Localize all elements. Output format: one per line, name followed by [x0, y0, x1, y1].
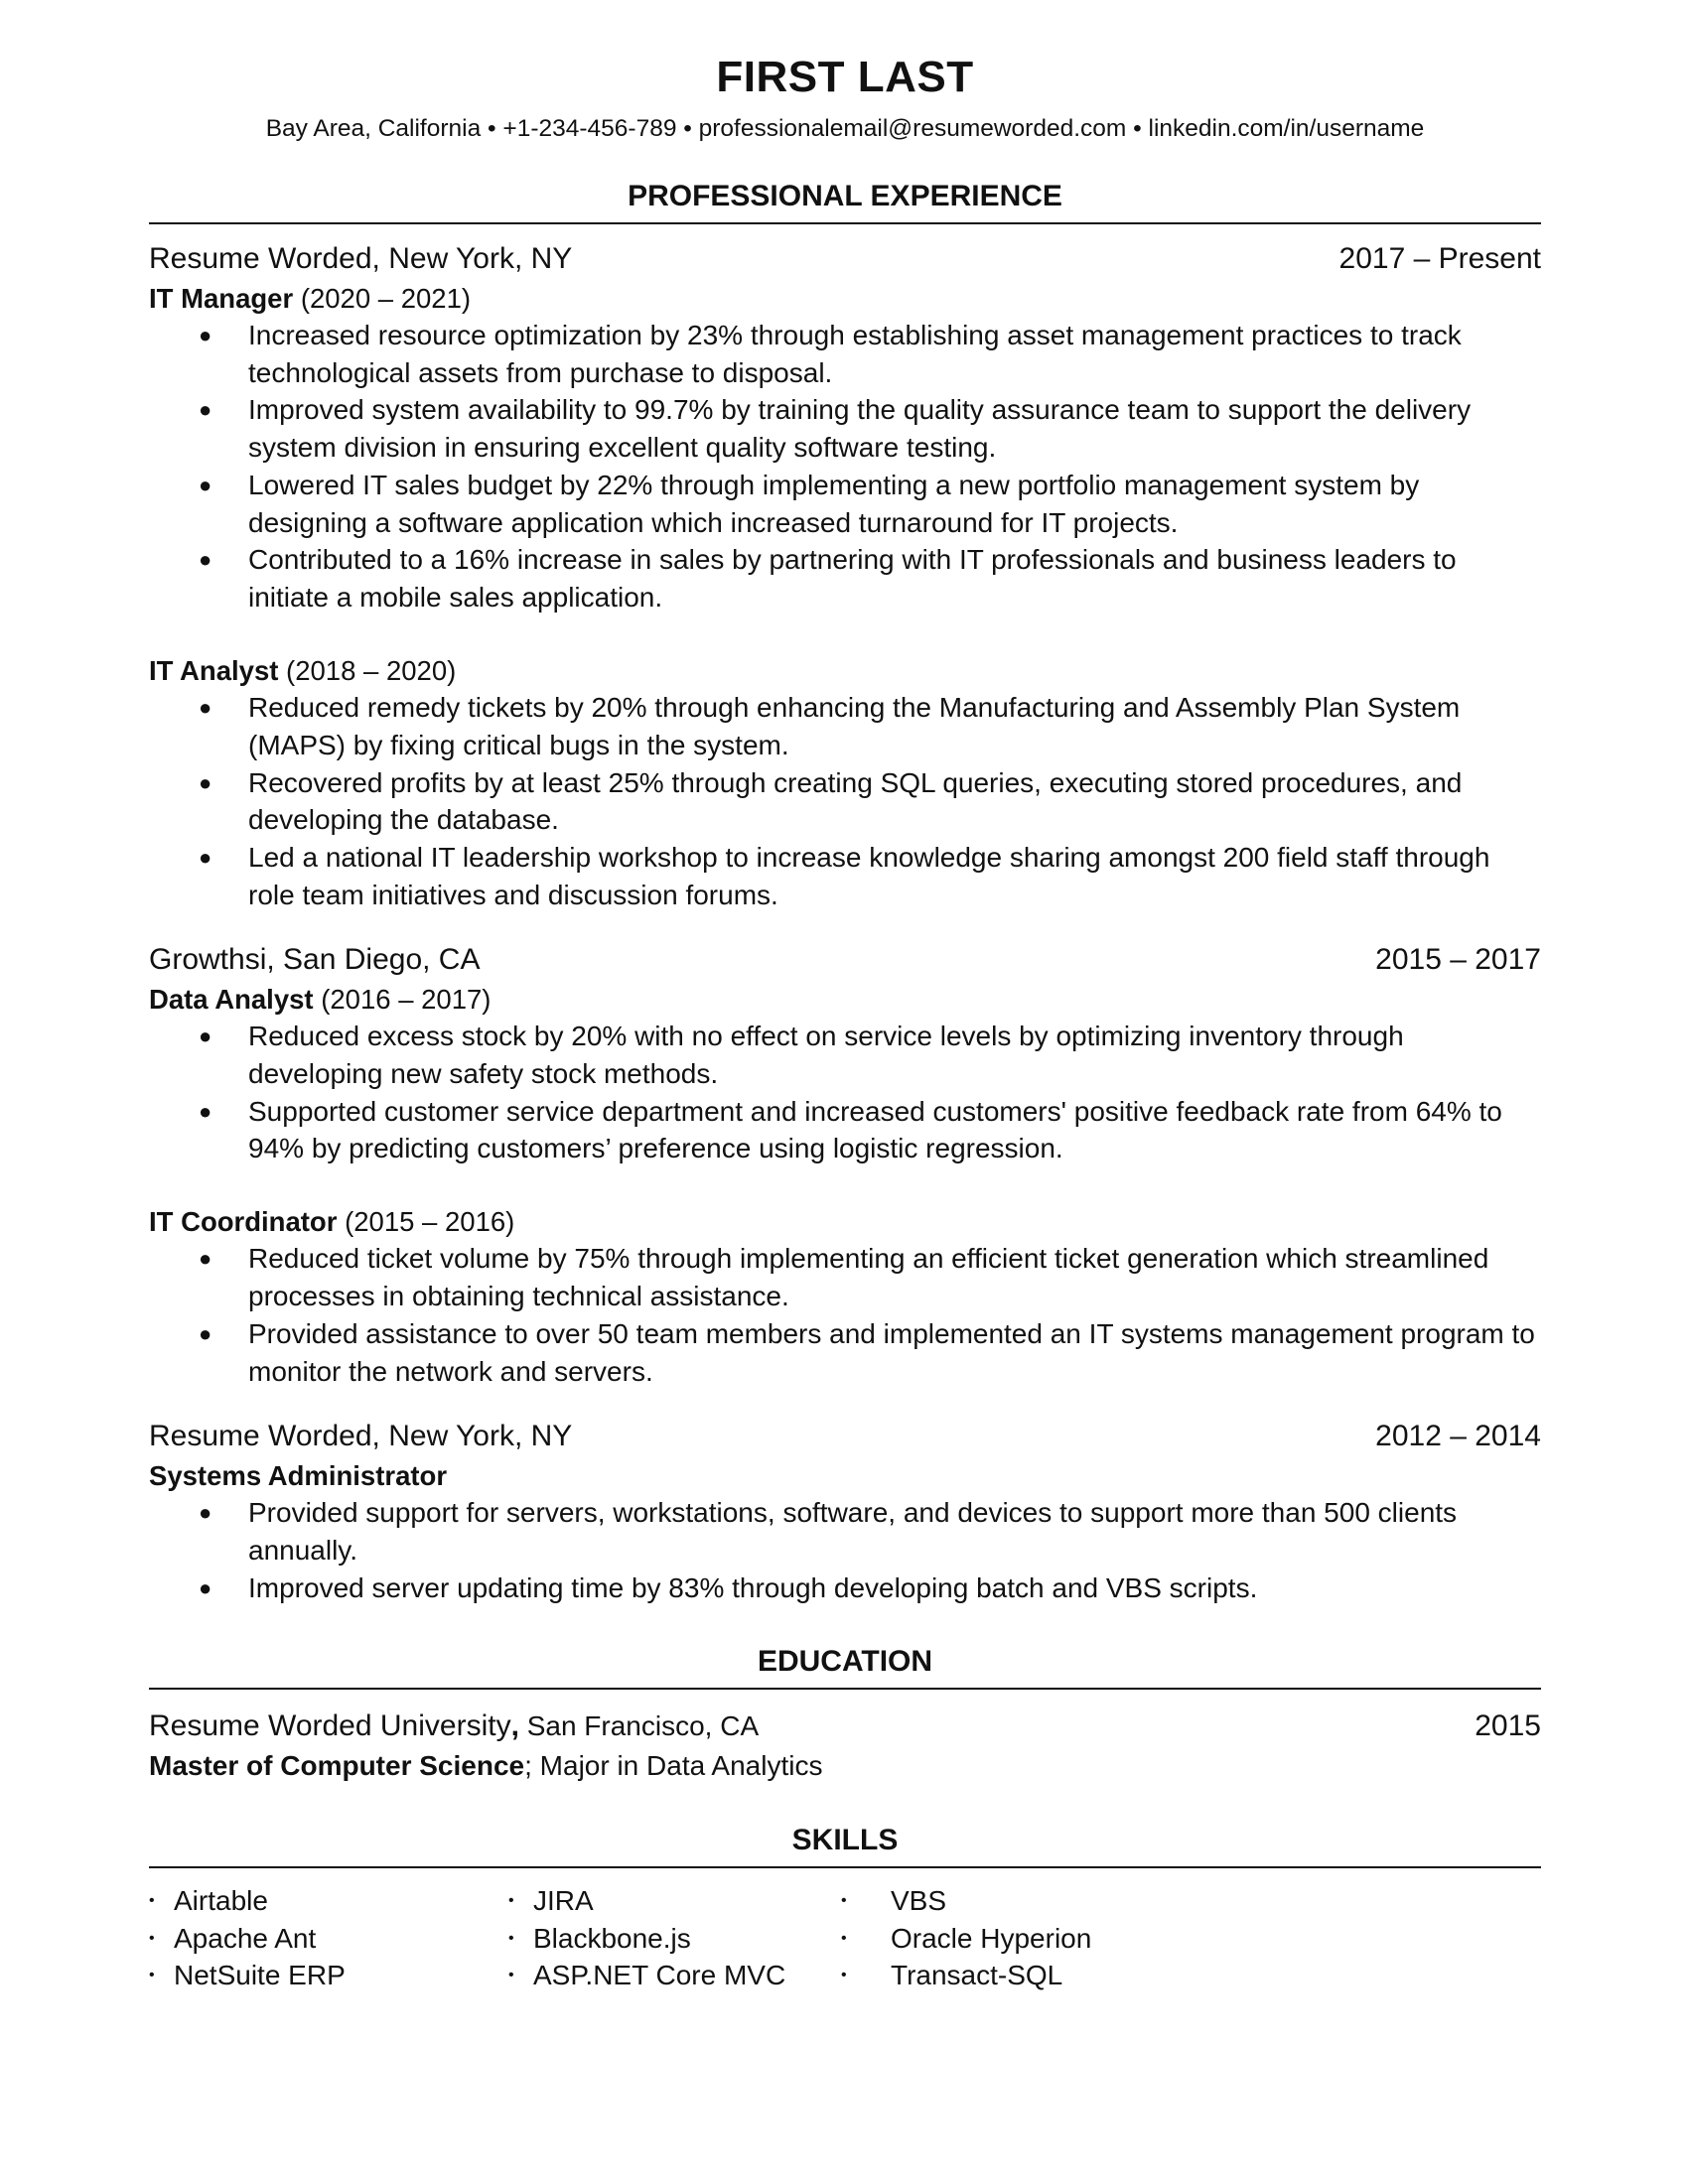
bullet-icon: ●: [199, 323, 212, 348]
section-title-experience: PROFESSIONAL EXPERIENCE: [149, 179, 1541, 224]
bullet-item: ● Reduced ticket volume by 75% through implementing an efficient ticket generation which streamlined processes in obtaining technical assistance.: [149, 1240, 1541, 1314]
role-header: [149, 652, 1541, 689]
role-header: [149, 1457, 1541, 1494]
degree-line: [149, 1747, 1541, 1785]
skill-item: • ASP.NET Core MVC: [508, 1957, 841, 1994]
skill-item: • Airtable: [149, 1882, 508, 1920]
skill-item: • Oracle Hyperion: [841, 1920, 1091, 1958]
company-header: [149, 941, 1541, 979]
degree-major: ; Major in Data Analytics: [524, 1749, 823, 1781]
graduation-year: 2015: [1475, 1709, 1541, 1743]
role-header: [149, 1203, 1541, 1240]
bullet-icon: ●: [199, 1574, 212, 1600]
role-dates: (2015 – 2016): [345, 1206, 515, 1238]
bullet-icon: •: [841, 1891, 847, 1909]
bullet-list: [149, 1494, 1541, 1606]
bullet-item: ● Provided support for servers, workstations, software, and devices to support more than 500 clients annually.: [149, 1494, 1541, 1569]
skills-column: [149, 1882, 508, 1994]
skill-item: • Blackbone.js: [508, 1920, 841, 1958]
role-header: [149, 280, 1541, 317]
skill-item: • VBS: [841, 1882, 1091, 1920]
role-header: [149, 981, 1541, 1018]
role-title: IT Analyst: [149, 654, 279, 686]
company-name: Growthsi, San Diego, CA: [149, 943, 481, 977]
bullet-item: ● Contributed to a 16% increase in sales by partnering with IT professionals and business leaders to initiate a mobile sales application.: [149, 541, 1541, 615]
bullet-list: [149, 317, 1541, 616]
bullet-icon: •: [841, 1929, 847, 1947]
education-header: Resume Worded University, San Francisco, CA 2015: [149, 1707, 1541, 1745]
bullet-icon: ●: [199, 769, 212, 795]
bullet-icon: •: [508, 1929, 514, 1947]
bullet-icon: ●: [199, 1098, 212, 1124]
section-title-skills: SKILLS: [149, 1823, 1541, 1868]
bullet-item: ● Supported customer service department and increased customers' positive feedback rate from 64% to 94% by predicting customers’ preference using logistic regression.: [149, 1093, 1541, 1167]
company-dates: 2012 – 2014: [1375, 1420, 1541, 1453]
bullet-icon: ●: [199, 1500, 212, 1526]
company-name: Resume Worded, New York, NY: [149, 1420, 573, 1453]
skill-item: • JIRA: [508, 1882, 841, 1920]
bullet-item: ● Provided assistance to over 50 team members and implemented an IT systems management program to monitor the network and servers.: [149, 1315, 1541, 1390]
resume-page: [149, 52, 1541, 1994]
bullet-icon: •: [149, 1891, 155, 1909]
role-dates: (2018 – 2020): [286, 654, 457, 686]
bullet-icon: ●: [199, 1246, 212, 1272]
skills-grid: [149, 1882, 1541, 1994]
bullet-icon: ●: [199, 547, 212, 573]
bullet-icon: ●: [199, 1320, 212, 1346]
role-title: IT Coordinator: [149, 1206, 338, 1238]
bullet-icon: •: [149, 1929, 155, 1947]
company-dates: 2015 – 2017: [1375, 943, 1541, 977]
bullet-item: ● Reduced excess stock by 20% with no effect on service levels by optimizing inventory through developing new safety stock methods.: [149, 1018, 1541, 1092]
bullet-list: [149, 689, 1541, 913]
role-title: Data Analyst: [149, 983, 314, 1015]
skill-item: • Apache Ant: [149, 1920, 508, 1958]
bullet-icon: •: [508, 1891, 514, 1909]
bullet-icon: •: [508, 1967, 514, 1984]
bullet-item: ● Led a national IT leadership workshop to increase knowledge sharing amongst 200 field staff through role team initiatives and discussion forums.: [149, 839, 1541, 913]
bullet-icon: ●: [199, 695, 212, 721]
bullet-list: [149, 1240, 1541, 1390]
role-dates: (2020 – 2021): [300, 282, 472, 314]
school-location: San Francisco, CA: [518, 1710, 760, 1742]
bullet-icon: •: [149, 1967, 155, 1984]
bullet-icon: ●: [199, 472, 212, 497]
role-title: IT Manager: [149, 282, 294, 314]
bullet-item: ● Lowered IT sales budget by 22% through implementing a new portfolio management system by designing a software application which increased turnaround for IT projects.: [149, 467, 1541, 541]
bullet-item: ● Improved system availability to 99.7% by training the quality assurance team to support the delivery system division in ensuring excellent quality software testing.: [149, 391, 1541, 466]
degree-title: Master of Computer Science: [149, 1749, 525, 1781]
bullet-list: [149, 1018, 1541, 1167]
bullet-icon: ●: [199, 844, 212, 870]
company-header: [149, 1418, 1541, 1455]
bullet-item: ● Increased resource optimization by 23% through establishing asset management practices to track technological assets from purchase to disposal.: [149, 317, 1541, 391]
skills-column: [508, 1882, 841, 1994]
skill-item: • NetSuite ERP: [149, 1957, 508, 1994]
contact-line: Bay Area, California • +1-234-456-789 • professionalemail@resumeworded.com • linkedin.com/in/username: [265, 114, 1425, 142]
company-dates: 2017 – Present: [1338, 242, 1541, 276]
school-name: Resume Worded University: [149, 1709, 511, 1743]
bullet-item: ● Recovered profits by at least 25% through creating SQL queries, executing stored procedures, and developing the database.: [149, 764, 1541, 839]
bullet-icon: ●: [199, 397, 212, 423]
role-title: Systems Administrator: [149, 1459, 448, 1491]
role-dates: (2016 – 2017): [321, 983, 492, 1015]
candidate-name: FIRST LAST: [716, 53, 974, 101]
bullet-icon: •: [841, 1967, 847, 1984]
company-name: Resume Worded, New York, NY: [149, 242, 573, 276]
skills-column: [841, 1882, 1091, 1994]
bullet-item: ● Improved server updating time by 83% through developing batch and VBS scripts.: [149, 1570, 1541, 1607]
bullet-icon: ●: [199, 1024, 212, 1049]
company-header: [149, 240, 1541, 278]
bullet-item: ● Reduced remedy tickets by 20% through enhancing the Manufacturing and Assembly Plan System (MAPS) by fixing critical bugs in the system.: [149, 689, 1541, 763]
section-title-education: EDUCATION: [149, 1644, 1541, 1690]
skill-item: • Transact-SQL: [841, 1957, 1091, 1994]
